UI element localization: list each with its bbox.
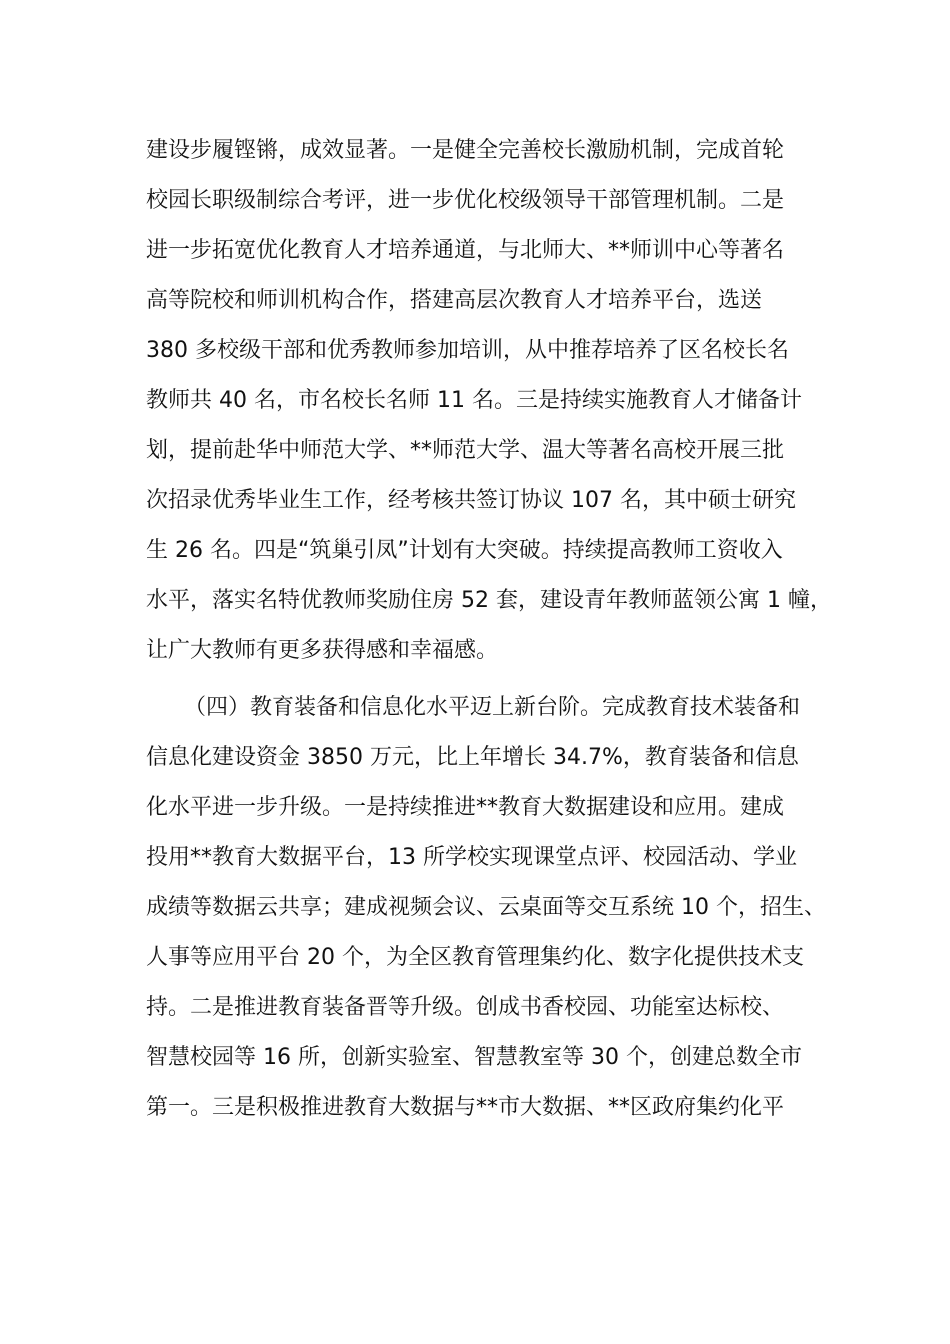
paragraph-1-line: 高等院校和师训机构合作，搭建高层次教育人才培养平台，选送	[146, 288, 763, 313]
paragraph-1-line: 次招录优秀毕业生工作，经考核共签订协议 107 名，其中硕士研究	[146, 488, 796, 513]
paragraph-1-line: 380 多校级干部和优秀教师参加培训，从中推荐培养了区名校长名	[146, 338, 789, 363]
paragraph-1-line: 生 26 名。四是“筑巢引凤”计划有大突破。持续提高教师工资收入	[146, 538, 783, 563]
paragraph-1	[146, 133, 836, 683]
paragraph-1-line: 校园长职级制综合考评，进一步优化校级领导干部管理机制。二是	[146, 188, 785, 213]
document-body	[146, 133, 836, 1140]
paragraph-2-line: 持。二是推进教育装备晋等升级。创成书香校园、功能室达标校、	[146, 995, 785, 1020]
paragraph-2-line: 智慧校园等 16 所，创新实验室、智慧教室等 30 个，创建总数全市	[146, 1045, 802, 1070]
paragraph-2-line: 人事等应用平台 20 个，为全区教育管理集约化、数字化提供技术支	[146, 945, 804, 970]
paragraph-1-line: 建设步履铿锵，成效显著。一是健全完善校长激励机制，完成首轮	[146, 138, 785, 163]
paragraph-gap	[146, 683, 836, 690]
paragraph-2-line: 投用**教育大数据平台，13 所学校实现课堂点评、校园活动、学业	[146, 845, 797, 870]
paragraph-1-line: 划，提前赴华中师范大学、**师范大学、温大等著名高校开展三批	[146, 438, 785, 463]
paragraph-2	[146, 690, 836, 1140]
paragraph-1-line: 让广大教师有更多获得感和幸福感。	[146, 638, 499, 663]
paragraph-2-line: （四）教育装备和信息化水平迈上新台阶。完成教育技术装备和	[184, 695, 801, 720]
paragraph-2-line: 成绩等数据云共享；建成视频会议、云桌面等交互系统 10 个，招生、	[146, 895, 826, 920]
paragraph-2-line: 第一。三是积极推进教育大数据与**市大数据、**区政府集约化平	[146, 1095, 785, 1120]
paragraph-2-line: 化水平进一步升级。一是持续推进**教育大数据建设和应用。建成	[146, 795, 785, 820]
paragraph-1-line: 教师共 40 名，市名校长名师 11 名。三是持续实施教育人才储备计	[146, 388, 802, 413]
paragraph-1-line: 水平，落实名特优教师奖励住房 52 套，建设青年教师蓝领公寓 1 幢，	[146, 588, 832, 613]
paragraph-1-line: 进一步拓宽优化教育人才培养通道，与北师大、**师训中心等著名	[146, 238, 785, 263]
paragraph-2-line: 信息化建设资金 3850 万元，比上年增长 34.7%，教育装备和信息	[146, 745, 799, 770]
